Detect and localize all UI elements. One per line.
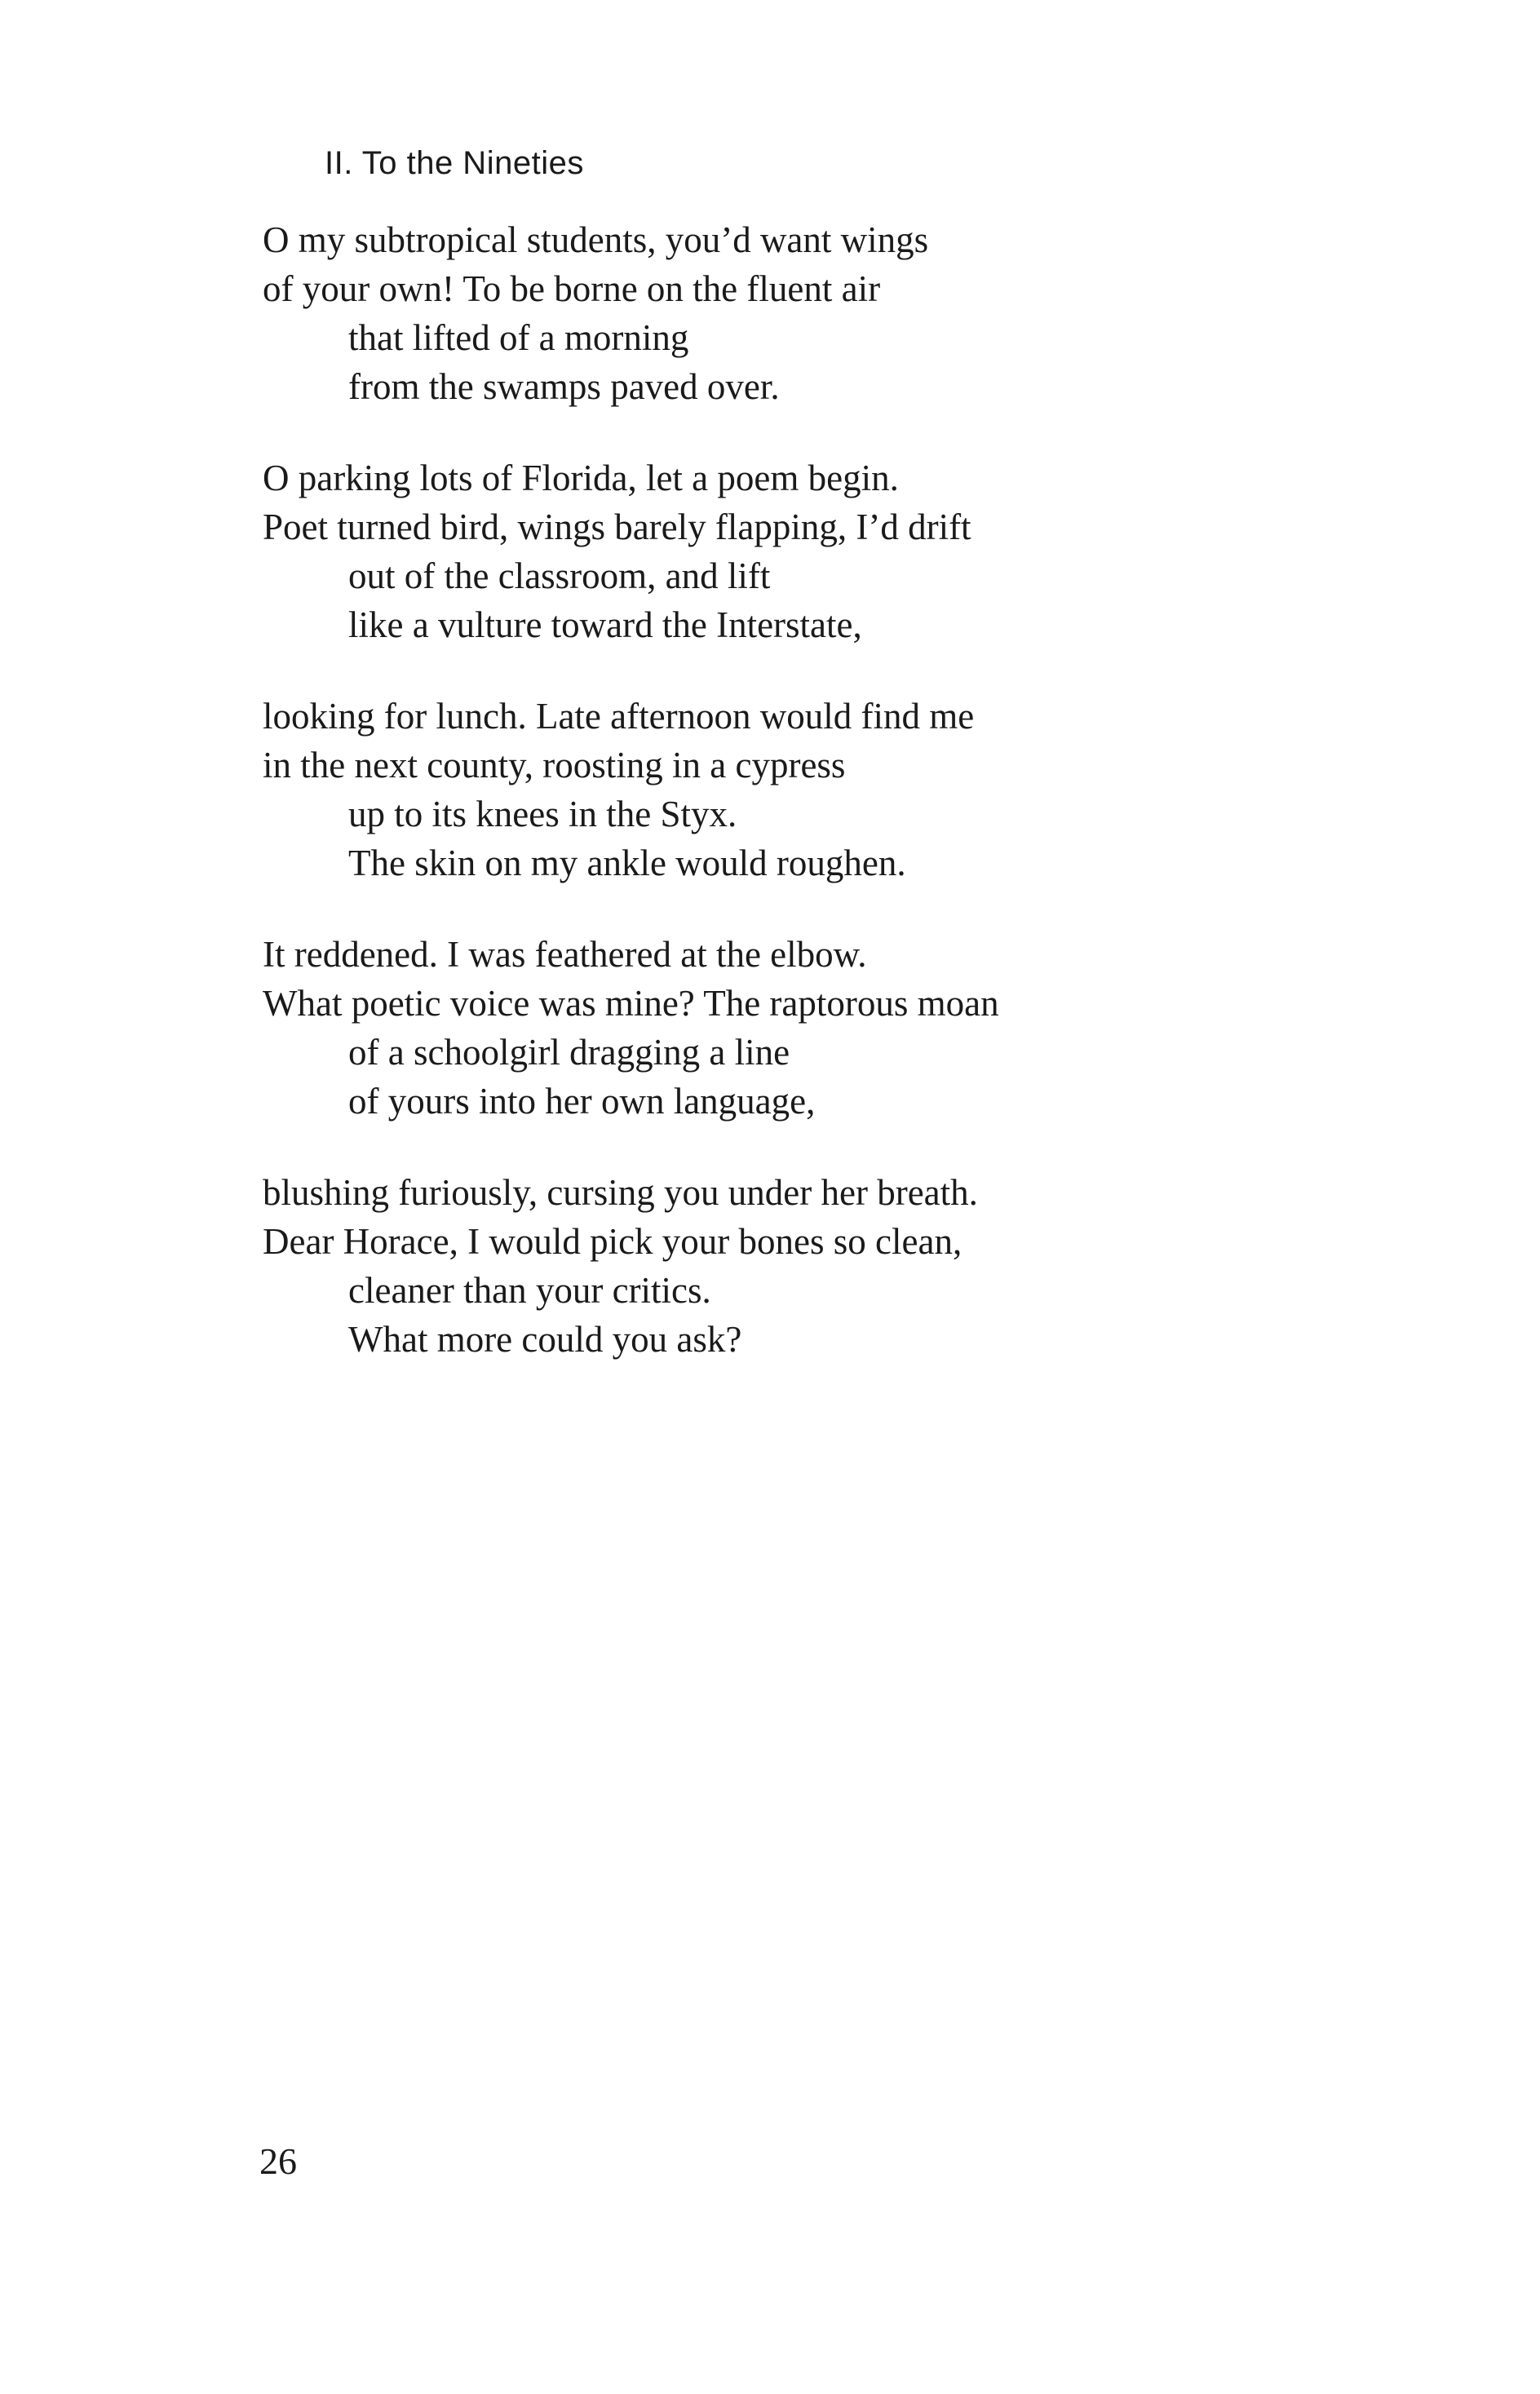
poem-line: O my subtropical students, you’d want wings <box>263 219 929 260</box>
poem-line: of your own! To be borne on the fluent air <box>263 268 881 309</box>
poem-stanza <box>263 1168 1405 1364</box>
poem-line: O parking lots of Florida, let a poem begin. <box>263 458 899 498</box>
poem-line: looking for lunch. Late afternoon would find me <box>263 696 975 737</box>
poem-stanza <box>263 215 1405 411</box>
poem-line: The skin on my ankle would roughen. <box>348 843 906 883</box>
poem-body <box>263 215 1405 1406</box>
poem-line: blushing furiously, cursing you under her breath. <box>263 1172 978 1213</box>
poem-stanza <box>263 692 1405 887</box>
poem-line: Poet turned bird, wings barely flapping, I’d drift <box>263 507 971 547</box>
poem-line: It reddened. I was feathered at the elbow. <box>263 934 867 975</box>
poem-line: of yours into her own language, <box>348 1081 816 1122</box>
poem-line: cleaner than your critics. <box>348 1270 711 1311</box>
poem-line: Dear Horace, I would pick your bones so clean, <box>263 1221 962 1262</box>
poem-line: What poetic voice was mine? The raptorous moan <box>263 983 999 1024</box>
poem-line: out of the classroom, and lift <box>348 555 771 596</box>
section-heading: II. To the Nineties <box>325 145 584 181</box>
poem-line: in the next county, roosting in a cypress <box>263 745 846 785</box>
page-number: 26 <box>259 2140 297 2182</box>
poem-line: like a vulture toward the Interstate, <box>348 604 862 645</box>
poem-line: that lifted of a morning <box>348 317 689 358</box>
poem-line: of a schoolgirl dragging a line <box>348 1032 790 1073</box>
poem-stanza <box>263 454 1405 649</box>
poem-stanza <box>263 930 1405 1126</box>
poem-line: What more could you ask? <box>348 1319 742 1360</box>
poem-line: from the swamps paved over. <box>348 366 780 407</box>
poem-line: up to its knees in the Styx. <box>348 794 737 834</box>
